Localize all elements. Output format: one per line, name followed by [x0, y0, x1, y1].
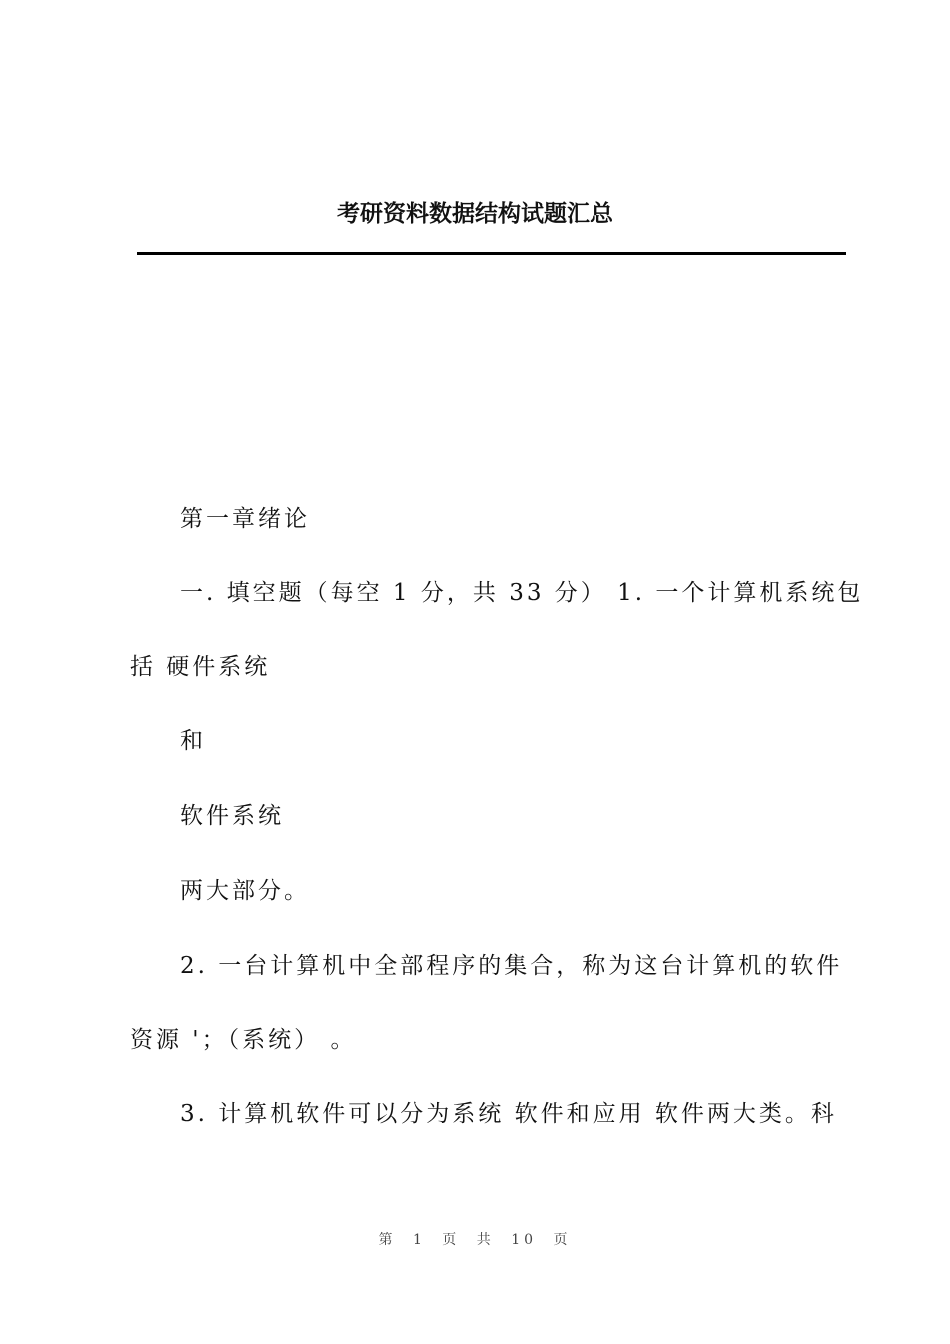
body-line-5: 软件系统	[180, 803, 284, 829]
chapter-heading: 第一章绪论	[180, 506, 310, 532]
body-line-8: 资源 '；（系统） 。	[130, 1027, 357, 1053]
body-line-9: 3. 计算机软件可以分为系统 软件和应用 软件两大类。科	[180, 1101, 837, 1127]
title-divider	[137, 252, 846, 255]
body-line-6: 两大部分。	[180, 878, 310, 904]
document-title: 考研资料数据结构试题汇总	[337, 201, 613, 227]
section-heading-line: 一. 填空题（每空 1 分，共 33 分） 1. 一个计算机系统包	[180, 580, 864, 606]
body-line-4: 和	[180, 728, 206, 754]
body-line-7: 2. 一台计算机中全部程序的集合，称为这台计算机的软件	[180, 953, 843, 979]
page-footer: 第 1 页 共 10 页	[378, 1232, 572, 1248]
body-line-3: 括 硬件系统	[130, 654, 271, 680]
